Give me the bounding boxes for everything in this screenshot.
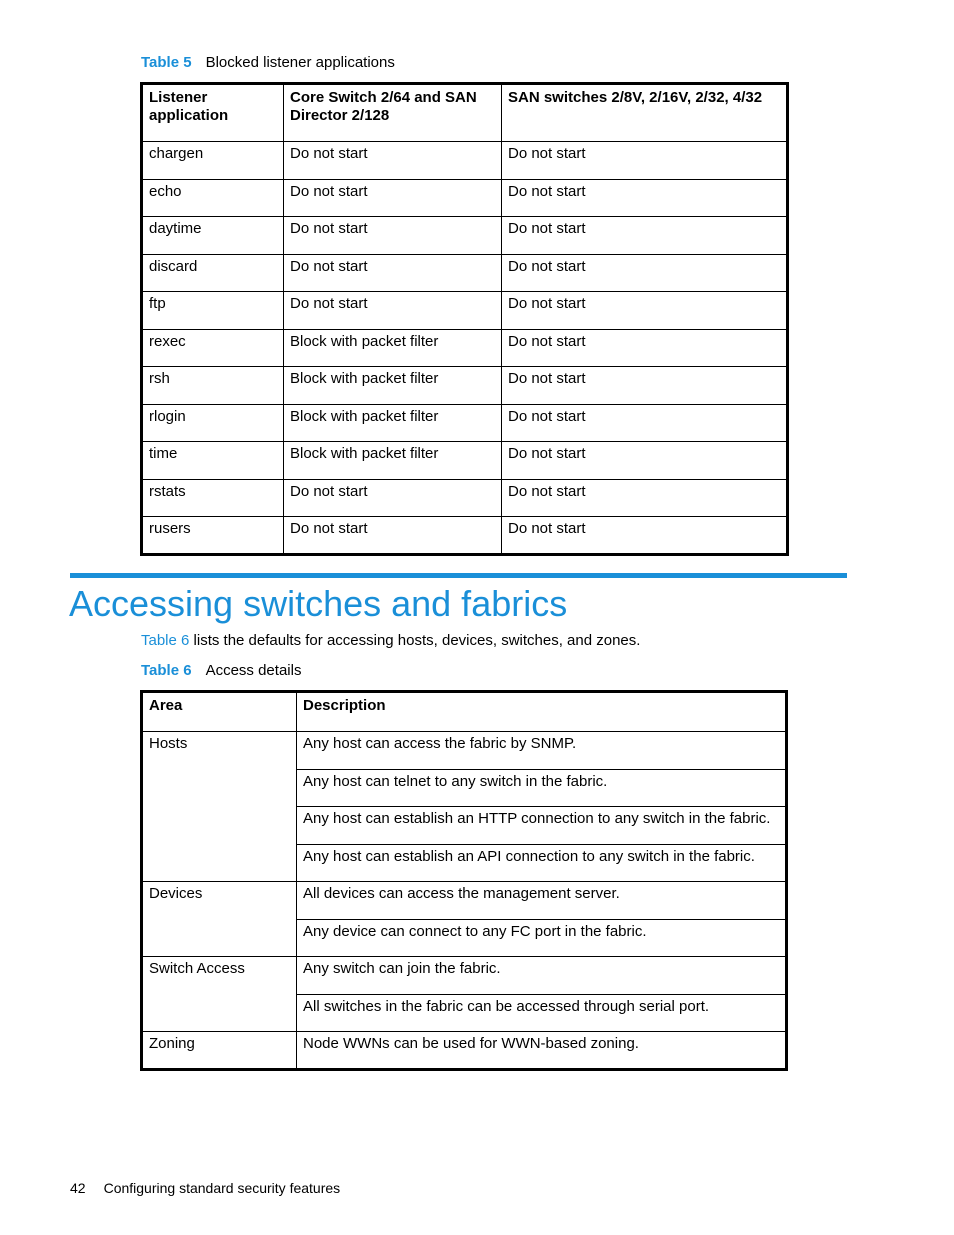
table-cell: chargen bbox=[142, 142, 284, 180]
footer-chapter: Configuring standard security features bbox=[103, 1180, 341, 1196]
description-cell: Any switch can join the fabric. bbox=[297, 957, 787, 995]
table-cell: Do not start bbox=[284, 292, 502, 330]
table-cell: daytime bbox=[142, 217, 284, 255]
table-cell: Do not start bbox=[502, 254, 788, 292]
column-header: Description bbox=[297, 692, 787, 732]
table-cell: rexec bbox=[142, 329, 284, 367]
table6-body bbox=[142, 732, 787, 1070]
table-cell: Block with packet filter bbox=[284, 367, 502, 405]
table-cell: rlogin bbox=[142, 404, 284, 442]
column-header: Listener application bbox=[142, 84, 284, 142]
table-cell: Do not start bbox=[502, 404, 788, 442]
area-cell: Zoning bbox=[142, 1032, 297, 1070]
table5-caption bbox=[141, 54, 395, 71]
blocked-listener-table bbox=[140, 82, 789, 556]
table-cell: rsh bbox=[142, 367, 284, 405]
table-cell: rusers bbox=[142, 517, 284, 555]
table-cell: echo bbox=[142, 179, 284, 217]
table-cell: Do not start bbox=[284, 179, 502, 217]
table-row bbox=[142, 179, 788, 217]
table-cell: Block with packet filter bbox=[284, 404, 502, 442]
section-rule bbox=[70, 573, 847, 578]
access-details-table bbox=[140, 690, 788, 1071]
table-cell: Do not start bbox=[502, 292, 788, 330]
table6-xref-link[interactable]: Table 6 bbox=[141, 632, 190, 649]
table-cell: Do not start bbox=[284, 142, 502, 180]
table5-title: Blocked listener applications bbox=[205, 54, 395, 71]
description-cell: Any host can establish an API connection to any switch in the fabric. bbox=[297, 844, 787, 882]
intro-text: lists the defaults for accessing hosts, devices, switches, and zones. bbox=[189, 632, 641, 649]
table-cell: Do not start bbox=[284, 254, 502, 292]
table-row bbox=[142, 329, 788, 367]
table-row bbox=[142, 217, 788, 255]
table-cell: time bbox=[142, 442, 284, 480]
table-row bbox=[142, 732, 787, 770]
column-header: Area bbox=[142, 692, 297, 732]
section-intro bbox=[141, 632, 640, 649]
table-row bbox=[142, 882, 787, 920]
page-footer bbox=[70, 1180, 340, 1196]
description-cell: Any host can establish an HTTP connection to any switch in the fabric. bbox=[297, 807, 787, 845]
table-row bbox=[142, 1032, 787, 1070]
description-cell: All devices can access the management server. bbox=[297, 882, 787, 920]
column-header: Core Switch 2/64 and SAN Director 2/128 bbox=[284, 84, 502, 142]
table5-label: Table 5 bbox=[141, 54, 192, 71]
table-cell: Do not start bbox=[502, 442, 788, 480]
table-row bbox=[142, 254, 788, 292]
table-cell: Block with packet filter bbox=[284, 329, 502, 367]
column-header: SAN switches 2/8V, 2/16V, 2/32, 4/32 bbox=[502, 84, 788, 142]
table-cell: Do not start bbox=[502, 517, 788, 555]
table-cell: discard bbox=[142, 254, 284, 292]
description-cell: All switches in the fabric can be accessed through serial port. bbox=[297, 994, 787, 1032]
section-title: Accessing switches and fabrics bbox=[69, 583, 568, 624]
table-cell: Do not start bbox=[284, 517, 502, 555]
table5-body bbox=[142, 142, 788, 555]
table-row bbox=[142, 404, 788, 442]
table6-label: Table 6 bbox=[141, 662, 192, 679]
table-cell: Do not start bbox=[284, 217, 502, 255]
table-row bbox=[142, 142, 788, 180]
table-cell: Do not start bbox=[502, 179, 788, 217]
table-row bbox=[142, 292, 788, 330]
table-row bbox=[142, 479, 788, 517]
table-header-row bbox=[142, 692, 787, 732]
table-cell: Do not start bbox=[502, 142, 788, 180]
area-cell: Devices bbox=[142, 882, 297, 957]
table-cell: ftp bbox=[142, 292, 284, 330]
description-cell: Node WWNs can be used for WWN-based zoning. bbox=[297, 1032, 787, 1070]
page-number: 42 bbox=[70, 1180, 86, 1196]
table-cell: Do not start bbox=[284, 479, 502, 517]
description-cell: Any host can access the fabric by SNMP. bbox=[297, 732, 787, 770]
table6-caption bbox=[141, 662, 301, 679]
table-row bbox=[142, 517, 788, 555]
table-header-row bbox=[142, 84, 788, 142]
table-row bbox=[142, 957, 787, 995]
table-cell: Do not start bbox=[502, 329, 788, 367]
area-cell: Hosts bbox=[142, 732, 297, 882]
table-cell: Do not start bbox=[502, 217, 788, 255]
table-row bbox=[142, 442, 788, 480]
table6-title: Access details bbox=[205, 662, 302, 679]
table-cell: rstats bbox=[142, 479, 284, 517]
table-cell: Do not start bbox=[502, 367, 788, 405]
table-cell: Do not start bbox=[502, 479, 788, 517]
description-cell: Any device can connect to any FC port in the fabric. bbox=[297, 919, 787, 957]
table-row bbox=[142, 367, 788, 405]
description-cell: Any host can telnet to any switch in the fabric. bbox=[297, 769, 787, 807]
table-cell: Block with packet filter bbox=[284, 442, 502, 480]
area-cell: Switch Access bbox=[142, 957, 297, 1032]
